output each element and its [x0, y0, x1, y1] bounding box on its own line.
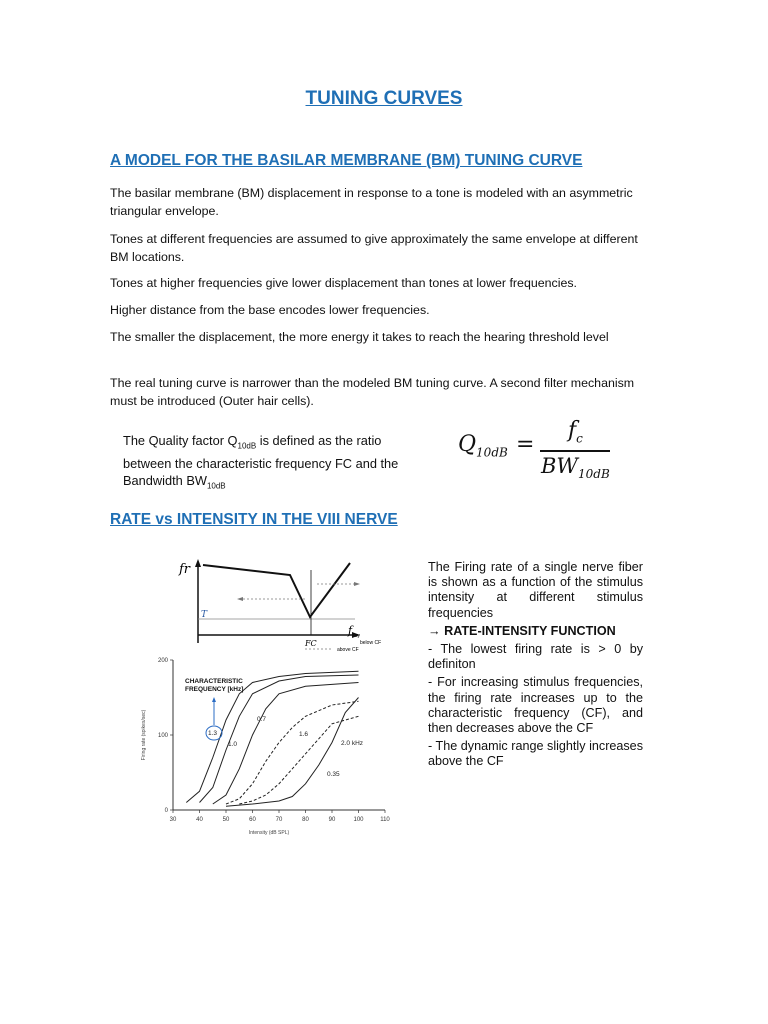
- desc-paragraph: - The dynamic range slightly increases above the CF: [428, 739, 643, 769]
- qf-line2: between the characteristic frequency FC and the: [123, 455, 399, 471]
- formula-q-sub: 10dB: [476, 445, 508, 460]
- chart-y-tick-label: 0: [164, 808, 168, 814]
- schematic-threshold-label: T: [201, 610, 208, 620]
- chart-series-label: 1.0: [228, 741, 238, 748]
- chart-annotation-line2: FREQUENCY [kHz]: [185, 686, 244, 693]
- qf-line1-rest: is defined as the ratio: [256, 433, 382, 448]
- formula-fc-sub: c: [576, 431, 583, 446]
- schematic-x-sub: sy: [355, 633, 360, 639]
- chart-x-tick-label: 40: [196, 817, 203, 823]
- formula-bw: BW: [541, 454, 579, 478]
- chart-annotation-line1: CHARACTERISTIC: [185, 678, 243, 685]
- chart-x-tick-label: 100: [353, 817, 364, 823]
- quality-factor-formula: [458, 418, 623, 484]
- formula-numerator: [568, 418, 583, 445]
- page-title: TUNING CURVES: [305, 88, 463, 109]
- schematic-tuning-curve: [203, 563, 350, 617]
- rate-intensity-description: [428, 560, 643, 773]
- fraction-bar: [540, 450, 610, 452]
- schematic-y-label: fr: [179, 562, 191, 577]
- chart-series-label: 1.6: [299, 731, 309, 738]
- chart-x-tick-label: 80: [302, 817, 309, 823]
- chart-series-label: 0.35: [327, 771, 340, 778]
- chart-x-tick-label: 90: [328, 817, 336, 823]
- paragraph: Tones at higher frequencies give lower displacement than tones at lower frequencies.: [110, 276, 577, 290]
- formula-bw-sub: 10dB: [578, 467, 610, 482]
- paragraph: Higher distance from the base encodes lower frequencies.: [110, 303, 430, 317]
- formula-denominator: [541, 454, 610, 481]
- desc-paragraph: The Firing rate of a single nerve fiber is shown as a function of the stimulus intensity at different stimulus frequencies: [428, 560, 643, 620]
- section-heading-bm-model: A MODEL FOR THE BASILAR MEMBRANE (BM) TUNING CURVE: [110, 152, 583, 169]
- paragraph: The real tuning curve is narrower than the modeled BM tuning curve. A second filter mechanism must be introduced (Outer hair cells).: [110, 376, 635, 408]
- paragraph: The smaller the displacement, the more energy it takes to reach the hearing threshold level: [110, 330, 609, 344]
- chart-x-label: Intensity (dB SPL): [248, 830, 290, 836]
- section-heading-rate-intensity: RATE vs INTENSITY IN THE VIII NERVE: [110, 511, 398, 528]
- schematic-below-label: below CF: [360, 640, 382, 646]
- chart-x-tick-label: 50: [222, 817, 230, 823]
- schematic-above-label: above CF: [337, 647, 359, 653]
- chart-x-tick-label: 70: [275, 817, 283, 823]
- qf-line3: Bandwidth BW: [123, 472, 207, 488]
- desc-paragraph: - The lowest firing rate is > 0 by definiton: [428, 642, 643, 672]
- chart-x-tick-label: 30: [169, 817, 177, 823]
- paragraph: Tones at different frequencies are assumed to give approximately the same envelope at different BM locations.: [110, 232, 638, 264]
- desc-paragraph: - For increasing stimulus frequencies, the firing rate increases up to the characteristic frequency (CF), and then decreases above the CF: [428, 675, 643, 736]
- formula-equals: =: [516, 432, 535, 457]
- qf-line3-sub: 10dB: [206, 481, 226, 491]
- chart-y-tick-label: 100: [157, 733, 168, 739]
- quality-factor-text: [123, 432, 453, 494]
- desc-heading: → RATE-INTENSITY FUNCTION: [428, 623, 616, 638]
- chart-series-label: 2.0 kHz: [341, 740, 364, 747]
- chart-cf-pointer-head: [212, 697, 216, 702]
- formula-q: Q: [458, 432, 477, 457]
- chart-x-tick-label: 110: [380, 817, 390, 823]
- qf-line1-sub: 10dB: [237, 441, 257, 451]
- qf-line1: The Quality factor Q: [123, 433, 238, 448]
- formula-fc: f: [568, 418, 577, 443]
- tuning-schematic-diagram: [165, 555, 425, 655]
- schematic-y-arrow: [195, 559, 201, 567]
- chart-labels: [141, 658, 390, 836]
- schematic-x-label: f: [348, 624, 353, 637]
- chart-series-label: 1.3: [208, 730, 218, 737]
- chart-series-line: [239, 716, 358, 804]
- schematic-left-arrow-head: [237, 597, 243, 601]
- formula-lhs: [458, 432, 508, 459]
- paragraph: The basilar membrane (BM) displacement in response to a tone is modeled with an asymmetric triangular envelope.: [110, 186, 633, 218]
- schematic-right-arrow-head: [354, 582, 360, 586]
- schematic-fc-label: FC: [305, 639, 317, 648]
- chart-y-label: Firing rate (spikes/sec): [141, 709, 147, 761]
- chart-series-label: 0.7: [257, 716, 267, 723]
- quality-factor-block: [123, 418, 623, 491]
- chart-x-tick-label: 60: [249, 817, 256, 823]
- chart-y-tick-label: 200: [157, 658, 168, 664]
- rate-intensity-chart: [135, 652, 395, 837]
